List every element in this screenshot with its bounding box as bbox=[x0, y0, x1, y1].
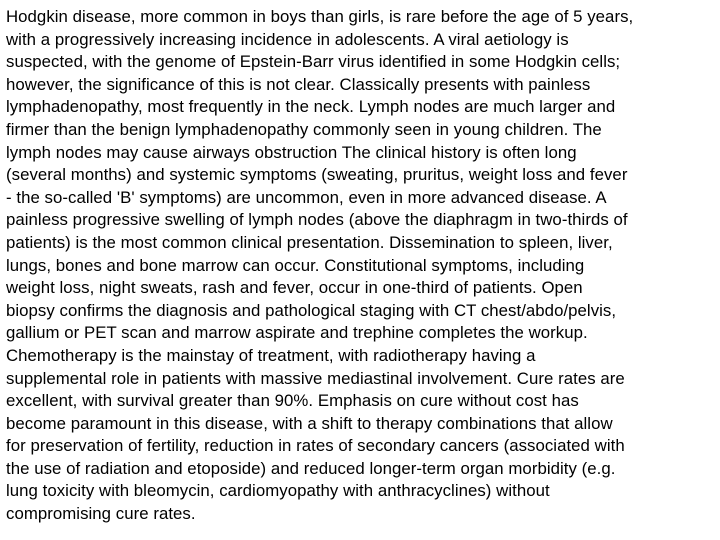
text-line-16: Chemotherapy is the mainstay of treatment, with radiotherapy having a bbox=[6, 345, 536, 365]
text-line-14: biopsy confirms the diagnosis and pathological staging with CT chest/abdo/pelvis, bbox=[6, 300, 617, 320]
text-line-15: gallium or PET scan and marrow aspirate and trephine completes the workup. bbox=[6, 323, 588, 343]
text-line-20: for preservation of fertility, reduction in rates of secondary cancers (associated with bbox=[6, 436, 625, 456]
text-line-13: weight loss, night sweats, rash and fever, occur in one-third of patients. Open bbox=[6, 278, 583, 298]
text-line-8: (several months) and systemic symptoms (sweating, pruritus, weight loss and fever bbox=[6, 165, 628, 185]
text-line-9: - the so-called 'B' symptoms) are uncommon, even in more advanced disease. A bbox=[6, 187, 607, 207]
text-line-23: compromising cure rates. bbox=[6, 504, 196, 524]
text-line-10: painless progressive swelling of lymph nodes (above the diaphragm in two-thirds of bbox=[6, 210, 628, 230]
text-line-3: suspected, with the genome of Epstein-Barr virus identified in some Hodgkin cells; bbox=[6, 52, 621, 72]
text-line-6: firmer than the benign lymphadenopathy commonly seen in young children. The bbox=[6, 119, 602, 139]
body-text bbox=[6, 6, 714, 526]
text-line-21: the use of radiation and etoposide) and reduced longer-term organ morbidity (e.g. bbox=[6, 458, 616, 478]
text-line-19: become paramount in this disease, with a shift to therapy combinations that allow bbox=[6, 413, 613, 433]
text-line-5: lymphadenopathy, most frequently in the neck. Lymph nodes are much larger and bbox=[6, 97, 616, 117]
text-line-2: with a progressively increasing incidence in adolescents. A viral aetiology is bbox=[6, 29, 569, 49]
text-line-22: lung toxicity with bleomycin, cardiomyopathy with anthracyclines) without bbox=[6, 481, 550, 501]
text-line-4: however, the significance of this is not clear. Classically presents with painless bbox=[6, 74, 591, 94]
text-line-12: lungs, bones and bone marrow can occur. Constitutional symptoms, including bbox=[6, 255, 585, 275]
text-line-18: excellent, with survival greater than 90%. Emphasis on cure without cost has bbox=[6, 391, 579, 411]
text-line-11: patients) is the most common clinical presentation. Dissemination to spleen, liver, bbox=[6, 232, 613, 252]
text-line-1: Hodgkin disease, more common in boys than girls, is rare before the age of 5 years, bbox=[6, 7, 634, 26]
text-line-17: supplemental role in patients with massive mediastinal involvement. Cure rates are bbox=[6, 368, 625, 388]
text-line-7: lymph nodes may cause airways obstruction The clinical history is often long bbox=[6, 142, 577, 162]
